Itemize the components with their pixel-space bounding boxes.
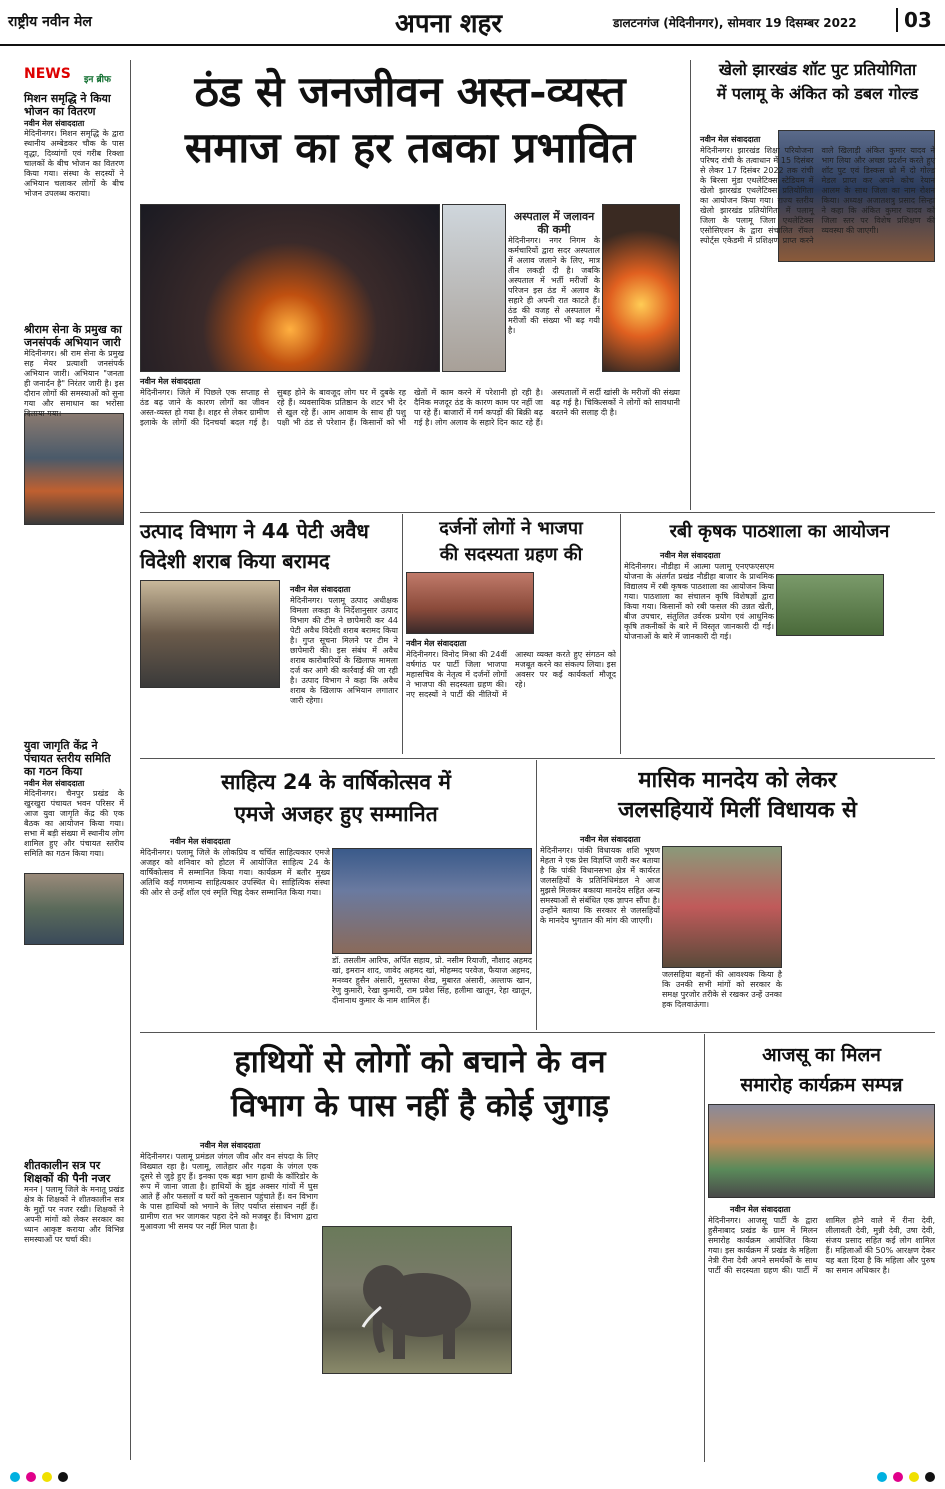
- excise-photo: [140, 580, 280, 688]
- masthead: [0, 0, 945, 46]
- ajsu-photo: [708, 1104, 935, 1198]
- brief-title-4: शीतकालीन सत्र पर शिक्षकों की पैनी नजर: [24, 1159, 111, 1185]
- rabi-photo: [776, 574, 884, 636]
- lead-headline: [140, 64, 680, 176]
- sahitya-caption: डॉ. तसलीम आरिफ, अर्पित सहाय, प्रो. नसीम रियाजी, नौशाद अहमद खां, इमरान शाद, जावेद अहमद खां, मोहम्मद परवेज, फैयाज अहमद, मनव्वर हुसैन अंसारी, मुस्तफा शेख, मुबारत अंसारी, अल्ताफ खान, रेणु कुमारी, रेखा कुमारी, राम प्रवेश सिंह, हलीमा खातून, रेहा खातून, दीनानाथ कुमार के नाम शामिल हैं।: [332, 956, 532, 1005]
- elephant-text: मेदिनीनगर। पलामू प्रमंडल जंगल जीव और वन संपदा के लिए विख्यात रहा है। पलामू, लातेहार और गढ़वा के जंगल एक दूसरे से जुड़े हुए हैं। इनका एक बड़ा भाग हाथी के कॉरिडोर के रूप में जाना जाता है। हाथियों के झुंड अक्सर गांवों में घुस आते हैं और फसलों व घरों को नुकसान पहुंचाते हैं। वन विभाग के पास हाथियों को भगाने के लिए पर्याप्त संसाधन नहीं हैं। ग्रामीण रात भर जागकर पहरा देने को मजबूर हैं। विभाग द्वारा मुआवजा भी समय पर नहीं मिल पाता है।: [140, 1152, 318, 1231]
- brief-text-3b: [24, 949, 124, 1159]
- elephant-headline-line2: विभाग के पास नहीं है कोई जुगाड़: [231, 1088, 609, 1124]
- brief-byline-1: नवीन मेल संवाददाता: [24, 119, 85, 128]
- brief-text-2b: [24, 529, 124, 739]
- yuva-jagriti-photo: [24, 873, 124, 945]
- elephant-photo: [322, 1226, 512, 1374]
- news-sublabel: इन ब्रीफ: [84, 75, 111, 85]
- color-registration-bar: [0, 1468, 945, 1489]
- ajsu-headline-line2: समारोह कार्यक्रम सम्पन्न: [740, 1074, 903, 1096]
- dateline: डालटनगंज (मेदिनीनगर), सोमवार 19 दिसम्बर 2022: [613, 16, 857, 30]
- brief-byline-3: नवीन मेल संवाददाता: [24, 779, 85, 788]
- column-divider: [690, 60, 691, 510]
- rabi-text-2: [776, 640, 935, 752]
- brief-text-3: मेदिनीनगर। चैनपुर प्रखंड के खुरखुरा पंचायत भवन परिसर में आज युवा जागृति केंद्र की एक बैठक का आयोजन किया गया। सभा में बड़ी संख्या में स्थानीय लोग शामिल हुए और पंचायत स्तरीय समिति का गठन किया गया।: [24, 789, 124, 858]
- lead-byline: नवीन मेल संवाददाता: [140, 377, 201, 386]
- bjp-photo: [406, 572, 534, 634]
- rabi-text: मेदिनीनगर। नौडीहा में आत्मा पलामू एनएफएसएम योजना के अंतर्गत प्रखंड नौडीहा बाजार के प्राथमिक विद्यालय में रबी कृषक पाठशाला का आयोजन किया गया। पाठशाला का संचालन कृषि विशेषज्ञों द्वारा किया गया। किसानों को रबी फसल की उन्नत खेती, बीज उपचार, संतुलित उर्वरक प्रयोग एवं आधुनिक कृषि तकनीकों के बारे में विस्तृत जानकारी दी गई। योजनाओं के बारे में जानकारी दी गई।: [624, 562, 774, 641]
- hospital-sidebar: [508, 210, 600, 360]
- mandey-text: मेदिनीनगर। पांकी विधायक शशि भूषण मेहता ने एक प्रेस विज्ञप्ति जारी कर बताया है कि पांकी विधानसभा क्षेत्र में कार्यरत जलसहियों के प्रतिनिधिमंडल ने आज मुझसे मिलकर बकाया मानदेय सहित अन्य समस्याओं से संबंधित एक ज्ञापन सौंपा है। उन्होंने बताया कि सरकार से जलसहियों के मानदेय भुगतान की मांग की जाएगी।: [540, 846, 660, 925]
- mandey-caption: जलसहिया बहनों की आवश्यक किया है कि उनकी सभी मांगों को सरकार के समक्ष पुरजोर तरीके से रखकर उन्हें उनका हक दिलवाऊंगा।: [662, 970, 782, 1009]
- bjp-headline-line1: दर्जनों लोगों ने भाजपा: [439, 518, 583, 539]
- sahitya-text: मेदिनीनगर। पलामू जिले के लोकप्रिय व चर्चित साहित्यकार एमजे अजहर को शनिवार को होटल में आयोजित साहित्य 24 के वार्षिकोत्सव में सम्मानित किया गया। कार्यक्रम में बतौर मुख्य अतिथि कई गणमान्य साहित्यकार उपस्थित थे। साहित्यिक संस्था की ओर से उन्हें शॉल एवं स्मृति चिह्न देकर सम्मानित किया गया।: [140, 848, 330, 897]
- excise-headline-line1: उत्पाद विभाग ने 44 पेटी अवैध: [140, 519, 369, 543]
- jansampark-photo: [24, 413, 124, 525]
- newspaper-brand: राष्ट्रीय नवीन मेल: [8, 14, 92, 30]
- ajsu-byline: नवीन मेल संवाददाता: [730, 1205, 791, 1214]
- mandey-headline: [540, 766, 935, 826]
- shotput-headline-line1: खेलो झारखंड शॉट पुट प्रतियोगिता: [718, 60, 917, 79]
- excise-headline-line2: विदेशी शराब किया बरामद: [140, 549, 330, 573]
- hospital-sidebar-text: मेदिनीनगर। नगर निगम के कर्मचारियों द्वारा सदर अस्पताल में अलाव जलाने के लिए, मात्र तीन लकड़ी दी है। जबकि अस्पताल में भर्ती मरीजों के परिजन इस ठंड में अलाव के सहारे ही अपनी रात काटते हैं। ठंड की वजह से अस्पताल में मरीजों की संख्या भी बढ़ गयी है।: [508, 236, 600, 335]
- lead-text: मेदिनीनगर। जिले में पिछले एक सप्ताह से ठंड बढ़ जाने के कारण लोगों का जीवन अस्त-व्यस्त हो गया है। शहर से लेकर ग्रामीण इलाके के लोगों की दिनचर्या बदल गई है। सुबह होने के बावजूद लोग घर में दुबके रह रहे हैं। व्यवसायिक प्रतिष्ठान के शटर भी देर से खुल रहे हैं। आम आवाम के साथ ही पशु पक्षी भी ठंड से परेशान हैं। किसानों को भी खेतों में काम करने में परेशानी हो रही है। दैनिक मजदूर ठंड के कारण काम पर नहीं जा पा रहे हैं। बाजारों में गर्म कपड़ों की बिक्री बढ़ गई है। लोग अलाव के सहारे दिन काट रहे हैं। अस्पतालों में सर्दी खांसी के मरीजों की संख्या बढ़ गई है। चिकित्सकों ने लोगों को सावधानी बरतने की सलाह दी है।: [140, 388, 680, 427]
- rabi-headline: रबी कृषक पाठशाला का आयोजन: [669, 521, 890, 542]
- news-label: NEWS: [24, 66, 71, 82]
- yellow-mark: [909, 1472, 919, 1482]
- bonfire-photo: [140, 204, 440, 372]
- fire-photo: [602, 204, 680, 372]
- elephant-icon: [323, 1227, 513, 1375]
- excise-text-2: [140, 692, 398, 752]
- elephant-headline-line1: हाथियों से लोगों को बचाने के वन: [234, 1044, 606, 1080]
- magenta-mark: [26, 1472, 36, 1482]
- sahitya-photo: [332, 848, 532, 954]
- mandey-headline-line1: मासिक मानदेय को लेकर: [638, 768, 837, 793]
- sahitya-headline-line2: एमजे अजहर हुए सम्मानित: [234, 802, 438, 826]
- excise-headline: [140, 516, 398, 576]
- mandey-photo: [662, 846, 782, 968]
- mandey-byline: नवीन मेल संवाददाता: [580, 835, 641, 844]
- yellow-mark: [42, 1472, 52, 1482]
- cyan-mark: [10, 1472, 20, 1482]
- elephant-text-3: [322, 1378, 512, 1462]
- bjp-text: मेदिनीनगर। विनोद मिश्रा की 24वीं वर्षगांठ पर पार्टी जिला भाजपा महासचिव के नेतृत्व में दर्जनों लोगों ने भाजपा की सदस्यता ग्रहण की। नए सदस्यों ने पार्टी की नीतियों में आस्था व्यक्त करते हुए संगठन को मजबूत करने का संकल्प लिया। इस अवसर पर कई कार्यकर्ता मौजूद रहे।: [406, 650, 616, 699]
- hospital-photo: [442, 204, 506, 372]
- shotput-headline-line2: में पलामू के अंकित को डबल गोल्ड: [716, 84, 919, 103]
- column-divider: [402, 514, 403, 754]
- bjp-byline: नवीन मेल संवाददाता: [406, 639, 467, 648]
- ajsu-headline: [708, 1040, 935, 1100]
- brief-title-1: मिशन समृद्धि ने किया भोजन का वितरण: [24, 92, 111, 118]
- mandey-headline-line2: जलसहियायें मिलीं विधायक से: [618, 798, 857, 823]
- column-divider: [130, 60, 131, 1460]
- shotput-byline: नवीन मेल संवाददाता: [700, 135, 761, 144]
- brief-title-3: युवा जागृति केंद्र ने पंचायत स्तरीय समिति का गठन किया: [24, 739, 111, 778]
- shotput-headline: [700, 58, 935, 106]
- column-divider: [536, 760, 537, 1030]
- bjp-headline: [406, 516, 616, 568]
- sahitya-headline: [140, 766, 532, 830]
- news-brief-column: [24, 92, 124, 1462]
- ajsu-headline-line1: आजसू का मिलन: [762, 1044, 881, 1066]
- column-divider: [704, 1034, 705, 1462]
- shotput-text: मेदिनीनगर। झारखंड शिक्षा परियोजना परिषद रांची के तत्वाधान में 15 दिसंबर से लेकर 17 दिसंबर 2022 तक रांची के बिरसा मुंडा एथलेटिक्स स्टेडियम में खेलो झारखंड एथलेटिक्स प्रतियोगिता का आयोजन किया गया। राज्य स्तरीय खेलो झारखंड प्रतियोगिता में पलामू जिला के पलामू जिला एथलेटिक्स एसोसिएशन के द्वारा संचालित रॉयल स्पोर्ट्स एकेडमी में प्रशिक्षण प्राप्त करने वाले खिलाड़ी अंकित कुमार यादव ने भाग लिया और अच्छा प्रदर्शन करते हुए शॉट पुट एवं डिस्कस थ्रो में दो गोल्ड मेडल प्राप्त कर अपने कोच रेयान आलम के साथ जिला का नाम रोशन किया। अध्यक्ष अजातशत्रु प्रसाद सिन्हा ने कहा कि अंकित कुमार यादव को जिला स्तर पर विशेष प्रशिक्षण की व्यवस्था की जाएगी।: [700, 146, 935, 245]
- mandey-text-2: [786, 846, 935, 1026]
- brief-text-4: मनन | पलामू जिले के मनातू प्रखंड क्षेत्र के शिक्षकों ने शीतकालीन सत्र के मुद्दों पर नजर रखी। शिक्षकों ने अपनी मांगों को लेकर सरकार का ध्यान आकृष्ट कराया और विभिन्न समस्याओं पर चर्चा की।: [24, 1185, 124, 1244]
- black-mark: [925, 1472, 935, 1482]
- lead-headline-line2: समाज का हर तबका प्रभावित: [184, 123, 636, 172]
- elephant-text-4: [516, 1140, 700, 1462]
- sahitya-byline: नवीन मेल संवाददाता: [170, 837, 231, 846]
- sahitya-headline-line1: साहित्य 24 के वार्षिकोत्सव में: [221, 770, 451, 794]
- rabi-byline: नवीन मेल संवाददाता: [660, 551, 721, 560]
- elephant-text-2: [322, 1140, 512, 1222]
- section-divider: [140, 512, 935, 513]
- elephant-byline: नवीन मेल संवाददाता: [200, 1141, 261, 1150]
- hospital-sidebar-title: अस्पताल में जलावन की कमी: [513, 210, 595, 236]
- section-title: अपना शहर: [395, 9, 502, 39]
- cyan-mark: [877, 1472, 887, 1482]
- excise-byline: नवीन मेल संवाददाता: [290, 585, 351, 594]
- section-divider: [140, 1032, 935, 1033]
- ajsu-text: मेदिनीनगर। आजसू पार्टी के द्वारा हुसैनाबाद प्रखंड के ग्राम में मिलन समारोह कार्यक्रम आयोजित किया गया। इस कार्यक्रम में प्रखंड के महिला नेत्री रीना देवी अपने समर्थकों के साथ पार्टी की सदस्यता ग्रहण की। पार्टी में शामिल होने वाले में रीना देवी, लीलावती देवी, मुन्नी देवी, उषा देवी, संजय प्रसाद सहित कई लोग शामिल हैं। महिलाओं की 50% आरक्षण देकर यह बता दिया है कि महिला और पुरुष का समान अधिकार है।: [708, 1216, 935, 1275]
- black-mark: [58, 1472, 68, 1482]
- elephant-headline: [140, 1040, 700, 1128]
- brief-text-1: मेदिनीनगर। मिशन समृद्धि के द्वारा स्थानीय अम्बेडकर चौक के पास वृद्धा, दिव्यांगों एवं गरीब रिक्शा चालकों के बीच भोजन का वितरण किया गया। संस्था के सदस्यों ने अभियान चलाकर लोगों के बीच भोजन उपलब्ध कराया।: [24, 129, 124, 198]
- lead-headline-line1: ठंड से जनजीवन अस्त-व्यस्त: [194, 67, 626, 116]
- section-divider: [140, 758, 935, 759]
- page-number: 03: [896, 8, 932, 32]
- brief-text-2: मेदिनीनगर। श्री राम सेना के प्रमुख सह मेयर प्रत्याशी जनसंपर्क अभियान जारी। अभियान "जनता ही जनार्दन है" निरंतर जारी है। इस दौरान लोगों की समस्याओं को सुना गया और समाधान का भरोसा दिलाया गया।: [24, 349, 124, 418]
- column-divider: [620, 514, 621, 754]
- bjp-headline-line2: की सदस्यता ग्रहण की: [439, 544, 583, 565]
- magenta-mark: [893, 1472, 903, 1482]
- excise-text: मेदिनीनगर। पलामू उत्पाद अधीक्षक विमला लकड़ा के निर्देशानुसार उत्पाद विभाग की टीम ने छापेमारी कर 44 पेटी अवैध विदेशी शराब बरामद किया है। गुप्त सूचना मिलने पर टीम ने छापेमारी की। इस संबंध में अवैध शराब कारोबारियों के खिलाफ मामला दर्ज कर आगे की कार्रवाई की जा रही है। उत्पाद विभाग ने कहा कि अवैध शराब के खिलाफ अभियान लगातार जारी रहेगा।: [290, 596, 398, 705]
- brief-title-2: श्रीराम सेना के प्रमुख का जनसंपर्क अभियान जारी: [24, 323, 122, 349]
